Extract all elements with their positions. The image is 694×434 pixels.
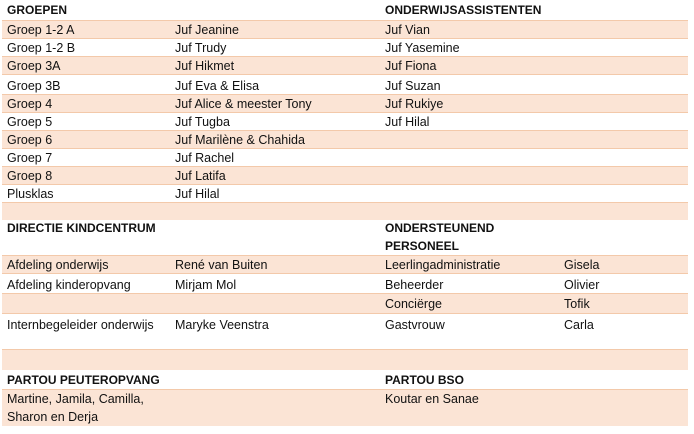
- groep-teacher: Juf Marilène & Chahida: [175, 133, 305, 147]
- groep-name: Groep 6: [7, 133, 53, 147]
- support-name: Tofik: [564, 297, 590, 311]
- groep-name: Groep 1-2 B: [7, 41, 76, 55]
- groep-name: Groep 1-2 A: [7, 23, 75, 37]
- table-row: [2, 293, 688, 314]
- table-row: [2, 112, 688, 131]
- support-role: Leerlingadministratie: [385, 258, 501, 272]
- groep-name: Groep 3B: [7, 79, 61, 93]
- support-name: Carla: [564, 318, 594, 332]
- table-row: [2, 148, 688, 167]
- table-row: [2, 313, 688, 350]
- groep-name: Groep 8: [7, 169, 53, 183]
- header-row-directie: [2, 219, 688, 255]
- table-row: [2, 20, 688, 39]
- groep-teacher: Juf Eva & Elisa: [175, 79, 260, 93]
- spacer-row: [2, 202, 688, 220]
- support-name: Olivier: [564, 278, 600, 292]
- table-row: [2, 38, 688, 57]
- groepen-header: GROEPEN: [7, 3, 68, 17]
- support-role: Conciërge: [385, 297, 442, 311]
- assistant-name: Juf Fiona: [385, 59, 437, 73]
- table-row: [2, 74, 688, 95]
- spacer-row: [2, 349, 688, 370]
- directie-header: DIRECTIE KINDCENTRUM: [7, 221, 156, 235]
- assistant-name: Juf Rukiye: [385, 97, 444, 111]
- table-row: [2, 255, 688, 274]
- groep-teacher: Juf Latifa: [175, 169, 226, 183]
- directie-name: Mirjam Mol: [175, 278, 237, 292]
- table-row: [2, 389, 688, 426]
- partou-peuteropvang-header: PARTOU PEUTEROPVANG: [7, 373, 160, 387]
- groep-teacher: Juf Tugba: [175, 115, 230, 129]
- bso-names: Koutar en Sanae: [385, 392, 479, 406]
- directie-role: Afdeling onderwijs: [7, 258, 109, 272]
- partou-bso-header: PARTOU BSO: [385, 373, 464, 387]
- groep-name: Groep 3A: [7, 59, 61, 73]
- groep-name: Groep 7: [7, 151, 53, 165]
- groep-name: Plusklas: [7, 187, 54, 201]
- support-role: Gastvrouw: [385, 318, 445, 332]
- table-row: [2, 56, 688, 75]
- table-row: [2, 184, 688, 203]
- directie-role: Afdeling kinderopvang: [7, 278, 131, 292]
- groep-teacher: Juf Rachel: [175, 151, 235, 165]
- directie-role: Internbegeleider onderwijs: [7, 318, 154, 332]
- groep-teacher: Juf Trudy: [175, 41, 227, 55]
- groep-teacher: Juf Jeanine: [175, 23, 239, 37]
- support-role: Beheerder: [385, 278, 444, 292]
- peuteropvang-names: Martine, Jamila, Camilla, Sharon en Derja: [7, 392, 144, 424]
- groep-teacher: Juf Alice & meester Tony: [175, 97, 312, 111]
- table-row: [2, 273, 688, 294]
- groep-name: Groep 5: [7, 115, 53, 129]
- header-row-partou: [2, 369, 688, 389]
- assistant-name: Juf Hilal: [385, 115, 430, 129]
- assistant-name: Juf Yasemine: [385, 41, 460, 55]
- table-row: [2, 94, 688, 113]
- header-row-groepen: [2, 0, 688, 20]
- directie-name: René van Buiten: [175, 258, 268, 272]
- table-row: [2, 166, 688, 185]
- support-name: Gisela: [564, 258, 600, 272]
- assistant-name: Juf Vian: [385, 23, 430, 37]
- groep-teacher: Juf Hikmet: [175, 59, 235, 73]
- ondersteunend-header: ONDERSTEUNEND PERSONEEL: [385, 221, 495, 253]
- groep-name: Groep 4: [7, 97, 53, 111]
- table-row: [2, 130, 688, 149]
- groep-teacher: Juf Hilal: [175, 187, 220, 201]
- assistant-name: Juf Suzan: [385, 79, 441, 93]
- directie-name: Maryke Veenstra: [175, 318, 269, 332]
- onderwijsassistenten-header: ONDERWIJSASSISTENTEN: [385, 3, 542, 17]
